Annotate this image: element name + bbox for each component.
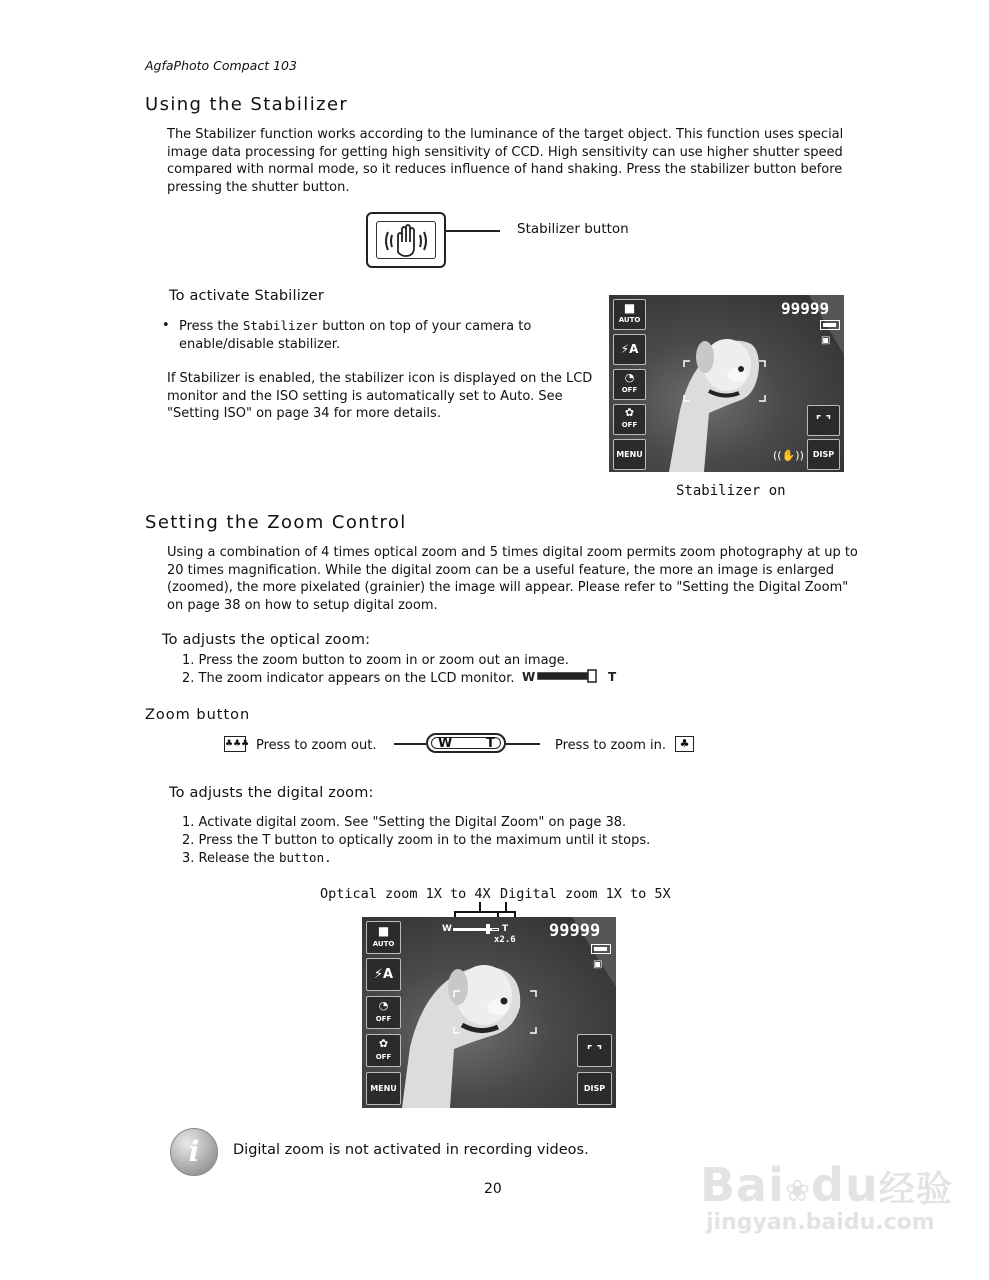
self-timer-button[interactable]: ◔ OFF	[366, 996, 401, 1029]
zoom-in-text: Press to zoom in.	[555, 738, 667, 753]
paragraph-line: (zoomed), the more pixelated (grainier) the image will appear. Please refer to "Setting the Digital Zoom"	[167, 580, 849, 596]
activate-stabilizer-heading: To activate Stabilizer	[169, 288, 325, 304]
paragraph-line: image data processing for getting high sensitivity of CCD. High sensitivity can use higher shutter speed	[167, 144, 843, 160]
callout-line	[446, 230, 500, 232]
section-heading-zoom: Setting the Zoom Control	[145, 512, 407, 533]
battery-icon	[820, 320, 840, 330]
stabilizer-button-illustration	[366, 212, 446, 268]
lcd-screenshot-stabilizer	[609, 295, 844, 472]
watermark-logo: Bai❀du经验	[700, 1158, 953, 1212]
macro-button[interactable]: ✿ OFF	[366, 1034, 401, 1067]
timer-icon: ◔	[624, 371, 635, 384]
stabilizer-note: If Stabilizer is enabled, the stabilizer icon is displayed on the LCD monitor and the ISO setting is automatically set to Auto. See "Setting ISO" on page 34 for more details.	[167, 371, 593, 422]
stabilizer-paragraph	[167, 126, 867, 196]
stabilizer-button-caption: Stabilizer button	[517, 221, 629, 237]
bullet-marker: •	[162, 318, 170, 333]
display-button[interactable]: DISP	[577, 1072, 612, 1105]
optical-zoom-steps	[182, 652, 569, 687]
optical-zoom-heading: To adjusts the optical zoom:	[162, 632, 371, 648]
flower-icon: ✿	[624, 406, 635, 419]
macro-button[interactable]: ✿ OFF	[613, 404, 646, 435]
menu-button[interactable]: MENU	[613, 439, 646, 470]
callout-line	[394, 743, 426, 745]
camera-icon: ■	[623, 301, 636, 315]
menu-button[interactable]: MENU	[366, 1072, 401, 1105]
page-number: 20	[484, 1181, 502, 1197]
flash-auto-button[interactable]: ⚡A	[613, 334, 646, 365]
svg-text:T: T	[608, 670, 617, 684]
wide-angle-icon: ♣♣♣	[224, 736, 246, 752]
telephoto-icon: ♣	[675, 736, 694, 752]
zoom-paragraph	[167, 544, 867, 614]
flash-auto-button[interactable]: ⚡A	[366, 958, 401, 991]
document-header: AgfaPhoto Compact 103	[145, 58, 297, 73]
focus-area-button[interactable]: ⌜ ⌝	[807, 405, 840, 436]
list-item: 3. Release the button.	[182, 850, 332, 867]
camera-icon: ■	[377, 924, 390, 938]
auto-mode-button[interactable]: ■ AUTO	[613, 299, 646, 330]
zoom-button-heading: Zoom button	[145, 707, 251, 723]
digital-zoom-heading: To adjusts the digital zoom:	[169, 785, 374, 801]
shots-remaining: 99999	[549, 921, 601, 941]
stabilizer-active-icon: ((✋))	[773, 449, 804, 462]
zoom-bar-w: W	[442, 924, 452, 934]
paragraph-line: Using a combination of 4 times optical zoom and 5 times digital zoom permits zoom photography at up to	[167, 545, 858, 560]
auto-mode-button[interactable]: ■ AUTO	[366, 921, 401, 954]
paragraph-line: The Stabilizer function works according to the luminance of the target object. This function uses special	[167, 127, 844, 142]
stabilizer-bullet: Press the Stabilizer button on top of your camera to enable/disable stabilizer.	[179, 318, 532, 352]
paragraph-line: pressing the shutter button.	[167, 179, 350, 195]
zoom-bar-t: T	[502, 924, 509, 934]
memory-icon: ▣	[593, 959, 603, 970]
zoom-wide-label: W	[438, 736, 453, 751]
lcd-screenshot-zoom	[362, 917, 616, 1108]
self-timer-button[interactable]: ◔ OFF	[613, 369, 646, 400]
zoom-bar-handle	[486, 924, 490, 934]
info-note-text: Digital zoom is not activated in recording videos.	[233, 1142, 589, 1158]
zoom-tele-label: T	[486, 736, 495, 751]
shots-remaining: 99999	[781, 299, 830, 318]
list-item: 1. Press the zoom button to zoom in or zoom out an image.	[182, 653, 569, 668]
stabilizer-screen-caption: Stabilizer on	[676, 483, 786, 499]
svg-text:W: W	[522, 670, 536, 684]
callout-line	[506, 743, 540, 745]
paw-icon: ❀	[784, 1174, 812, 1209]
battery-icon	[591, 944, 611, 954]
watermark-url: jingyan.baidu.com	[706, 1210, 935, 1235]
section-heading-stabilizer: Using the Stabilizer	[145, 94, 349, 115]
stabilizer-inline-code: Stabilizer	[242, 318, 319, 333]
zoom-lever-illustration	[426, 733, 506, 753]
list-item: 1. Activate digital zoom. See "Setting the Digital Zoom" on page 38.	[182, 815, 627, 830]
optical-range-label: Optical zoom 1X to 4X	[320, 886, 491, 902]
paragraph-line: 20 times magnification. While the digital zoom can be a useful feature, the more an image is enlarged	[167, 562, 835, 578]
memory-icon: ▣	[821, 335, 831, 346]
digital-zoom-steps	[182, 814, 650, 868]
paragraph-line: on page 38 on how to setup digital zoom.	[167, 597, 438, 613]
list-item: 2. Press the T button to optically zoom in to the maximum until it stops.	[182, 832, 651, 848]
focus-area-button[interactable]: ⌜ ⌝	[577, 1034, 612, 1067]
paragraph-line: compared with normal mode, so it reduces influence of hand shaking. Press the stabilizer button before	[167, 162, 843, 178]
list-item: 2. The zoom indicator appears on the LCD monitor.	[182, 670, 515, 686]
flower-icon: ✿	[378, 1037, 389, 1050]
zoom-ratio: x2.6	[494, 935, 516, 945]
zoom-indicator-icon	[522, 668, 622, 684]
zoom-bar-digital	[491, 928, 499, 931]
timer-icon: ◔	[378, 999, 389, 1012]
zoom-out-text: Press to zoom out.	[256, 738, 377, 753]
hand-shake-icon	[380, 222, 432, 260]
digital-range-label: Digital zoom 1X to 5X	[500, 886, 671, 902]
info-icon: i	[170, 1128, 218, 1176]
display-button[interactable]: DISP	[807, 439, 840, 470]
